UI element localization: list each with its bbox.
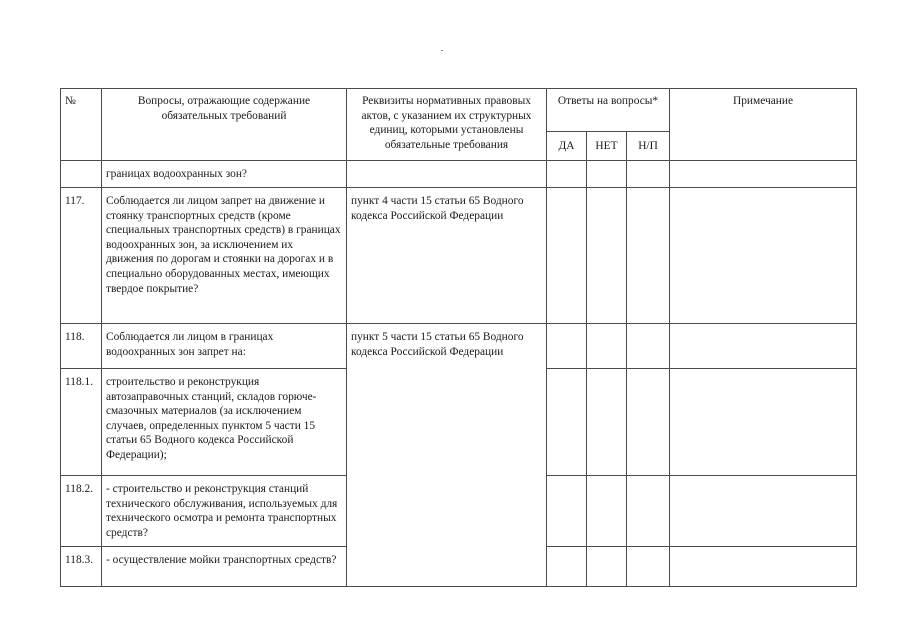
row-num: 118.1. <box>61 369 102 476</box>
note-cell[interactable] <box>670 547 857 587</box>
header-answers: Ответы на вопросы* <box>547 89 670 132</box>
answer-yes-cell[interactable] <box>547 547 587 587</box>
table-row <box>61 188 857 324</box>
answer-na-cell[interactable] <box>627 188 670 324</box>
row-num: 118.2. <box>61 476 102 547</box>
note-cell[interactable] <box>670 476 857 547</box>
row-num: 118. <box>61 324 102 369</box>
row-requisite: пункт 4 части 15 статьи 65 Водного кодекса Российской Федерации <box>347 188 547 324</box>
row-num: 117. <box>61 188 102 324</box>
row-question: Соблюдается ли лицом в границах водоохранных зон запрет на: <box>102 324 347 369</box>
header-num: № <box>61 89 102 161</box>
answer-yes-cell[interactable] <box>547 476 587 547</box>
header-no: НЕТ <box>587 132 627 161</box>
requirements-table <box>60 88 857 587</box>
scan-dot <box>441 50 443 51</box>
row-num: 118.3. <box>61 547 102 587</box>
answer-na-cell[interactable] <box>627 476 670 547</box>
header-yes: ДА <box>547 132 587 161</box>
answer-no-cell[interactable] <box>587 188 627 324</box>
answer-no-cell[interactable] <box>587 324 627 369</box>
answer-yes-cell[interactable] <box>547 161 587 188</box>
header-row <box>61 89 857 132</box>
table-row <box>61 324 857 369</box>
answer-no-cell[interactable] <box>587 476 627 547</box>
answer-no-cell[interactable] <box>587 547 627 587</box>
header-questions: Вопросы, отражающие содержание обязательных требований <box>102 89 347 161</box>
note-cell[interactable] <box>670 161 857 188</box>
table-row <box>61 161 857 188</box>
answer-na-cell[interactable] <box>627 161 670 188</box>
row-question: Соблюдается ли лицом запрет на движение и стоянку транспортных средств (кроме специальных транспортных средств) в границах водоохранных зон, за исключением их движения по дорогам и стоянки на дорогах и в специально оборудованных местах, имеющих твердое покрытие? <box>102 188 347 324</box>
answer-no-cell[interactable] <box>587 369 627 476</box>
answer-no-cell[interactable] <box>587 161 627 188</box>
answer-na-cell[interactable] <box>627 547 670 587</box>
row-requisite: пункт 5 части 15 статьи 65 Водного кодекса Российской Федерации <box>347 324 547 587</box>
answer-yes-cell[interactable] <box>547 188 587 324</box>
header-note: Примечание <box>670 89 857 161</box>
header-na: Н/П <box>627 132 670 161</box>
row-question: - строительство и реконструкция станций технического обслуживания, используемых для технического осмотра и ремонта транспортных средств? <box>102 476 347 547</box>
note-cell[interactable] <box>670 324 857 369</box>
row-requisite <box>347 161 547 188</box>
note-cell[interactable] <box>670 369 857 476</box>
answer-na-cell[interactable] <box>627 369 670 476</box>
row-question: - осуществление мойки транспортных средств? <box>102 547 347 587</box>
header-requisites: Реквизиты нормативных правовых актов, с указанием их структурных единиц, которыми установлены обязательные требования <box>347 89 547 161</box>
answer-yes-cell[interactable] <box>547 369 587 476</box>
note-cell[interactable] <box>670 188 857 324</box>
row-question: строительство и реконструкция автозаправочных станций, складов горюче-смазочных материалов (за исключением случаев, определенных пунктом 5 части 15 статьи 65 Водного кодекса Российской Федерации); <box>102 369 347 476</box>
answer-yes-cell[interactable] <box>547 324 587 369</box>
row-question: границах водоохранных зон? <box>102 161 347 188</box>
answer-na-cell[interactable] <box>627 324 670 369</box>
row-num <box>61 161 102 188</box>
